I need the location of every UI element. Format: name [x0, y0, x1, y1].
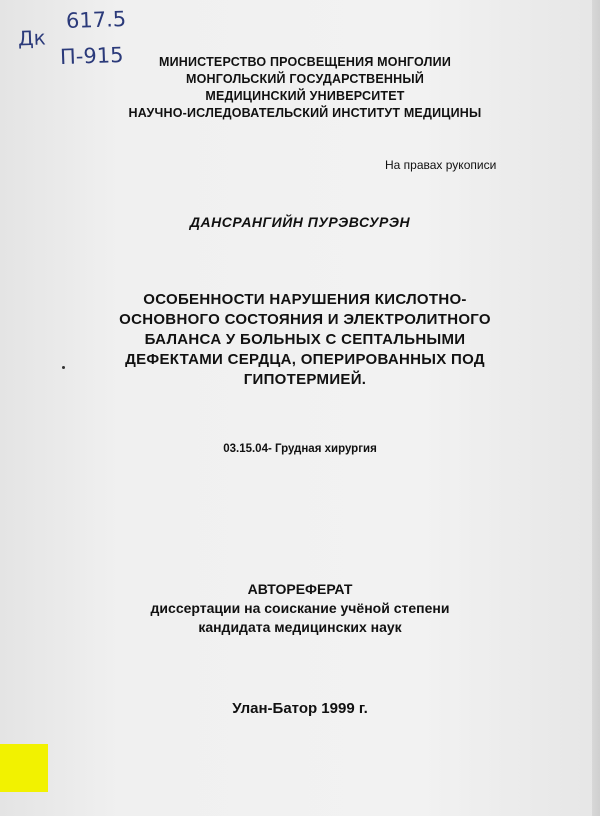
- handwritten-catalog-prefix: Дк: [17, 25, 47, 51]
- stray-mark: [62, 366, 65, 369]
- page-edge-shadow: [592, 0, 600, 816]
- specialty-code: 03.15.04- Грудная хирургия: [223, 443, 377, 455]
- author-name: ДАНСРАНГИЙН ПУРЭВСУРЭН: [189, 214, 411, 230]
- title-line: ДЕФЕКТАМИ СЕРДЦА, ОПЕРИРОВАННЫХ ПОД: [125, 351, 485, 368]
- abstract-heading: АВТОРЕФЕРАТ: [247, 581, 353, 597]
- header-line-university-2: МЕДИЦИНСКИЙ УНИВЕРСИТЕТ: [205, 89, 405, 103]
- yellow-sticker: [0, 744, 48, 792]
- title-line: БАЛАНСА У БОЛЬНЫХ С СЕПТАЛЬНЫМИ: [144, 331, 466, 348]
- abstract-line: кандидата медицинских наук: [198, 619, 402, 635]
- header-line-institute: НАУЧНО-ИСЛЕДОВАТЕЛЬСКИЙ ИНСТИТУТ МЕДИЦИНЫ: [128, 106, 482, 120]
- title-line: ГИПОТЕРМИЕЙ.: [243, 371, 367, 388]
- place-and-year: Улан-Батор 1999 г.: [232, 700, 368, 717]
- handwritten-catalog-code: П-915: [59, 42, 124, 70]
- header-line-university-1: МОНГОЛЬСКИЙ ГОСУДАРСТВЕННЫЙ: [185, 72, 425, 86]
- institution-header: [95, 54, 515, 122]
- title-line: ОСОБЕННОСТИ НАРУШЕНИЯ КИСЛОТНО-: [143, 291, 467, 308]
- abstract-label: [95, 580, 505, 637]
- header-line-ministry: МИНИСТЕРСТВО ПРОСВЕЩЕНИЯ МОНГОЛИИ: [158, 55, 452, 69]
- handwritten-udc-class: 617.5: [65, 6, 127, 34]
- abstract-line: диссертации на соискание учёной степени: [150, 600, 450, 616]
- title-line: ОСНОВНОГО СОСТОЯНИЯ И ЭЛЕКТРОЛИТНОГО: [119, 311, 491, 328]
- rights-note: На правах рукописи: [385, 158, 497, 172]
- dissertation-title: [70, 290, 540, 390]
